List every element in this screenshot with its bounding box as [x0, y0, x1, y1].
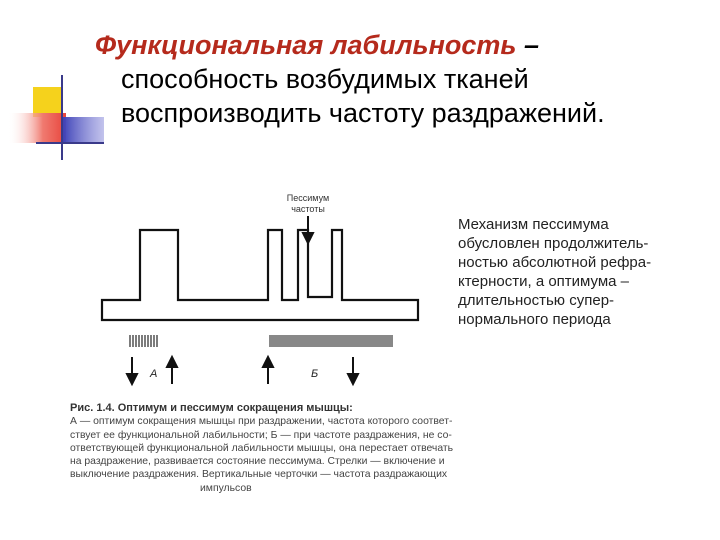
label-b: Б — [311, 368, 319, 380]
title-block — [95, 28, 705, 130]
note-line: Механизм пессимума — [458, 216, 609, 233]
mechanism-note — [458, 215, 688, 329]
note-line: нормального периода — [458, 311, 611, 328]
title-line-3: воспроизводить частоту раздражений. — [121, 98, 605, 128]
note-line: ностью абсолютной рефра- — [458, 254, 652, 271]
note-line: длительностью супер- — [458, 292, 615, 309]
caption-line: импульсов — [200, 482, 252, 494]
decorative-squares — [0, 0, 110, 170]
caption-line: А — оптимум сокращения мышцы при раздражении, частота которого соответ- — [70, 416, 453, 428]
deco-yellow-square — [33, 87, 63, 117]
stimulus-ticks-a — [130, 335, 157, 347]
caption-line: выключение раздражения. Вертикальные черточки — частота раздражающих — [70, 469, 448, 481]
muscle-contraction-figure — [70, 185, 450, 395]
arrow-b-up — [263, 357, 273, 384]
caption-line: ствует ее функциональной лабильности; Б — при частоте раздражения, не со- — [70, 429, 452, 441]
label-a: А — [150, 368, 158, 380]
arrow-a-down — [127, 357, 137, 384]
deco-red-bar — [8, 113, 66, 143]
caption-line: ответствующей функциональной лабильности мышцы, она перестает отвечать — [70, 442, 454, 454]
stimulus-ticks-b — [270, 335, 392, 347]
title-line-1 — [95, 28, 705, 62]
caption-line: на раздражение, развивается состояние пессимума. Стрелки — включение и — [70, 456, 445, 468]
pessimum-label-2: частоты — [291, 204, 325, 214]
title-line-2: способность возбудимых тканей — [121, 64, 529, 94]
title-term: Функциональная лабильность — [95, 30, 517, 60]
contraction-trace — [102, 230, 418, 320]
title-dash: – — [516, 30, 539, 60]
note-line: обусловлен продолжитель- — [458, 235, 649, 252]
note-line: ктерности, а оптимума – — [458, 273, 630, 290]
arrow-b-down — [348, 357, 358, 384]
figure-caption — [70, 402, 490, 495]
caption-heading: Рис. 1.4. Оптимум и пессимум сокращения мышцы: — [70, 402, 353, 414]
arrow-a-up — [167, 357, 177, 384]
pessimum-label-1: Пессимум — [286, 193, 330, 203]
